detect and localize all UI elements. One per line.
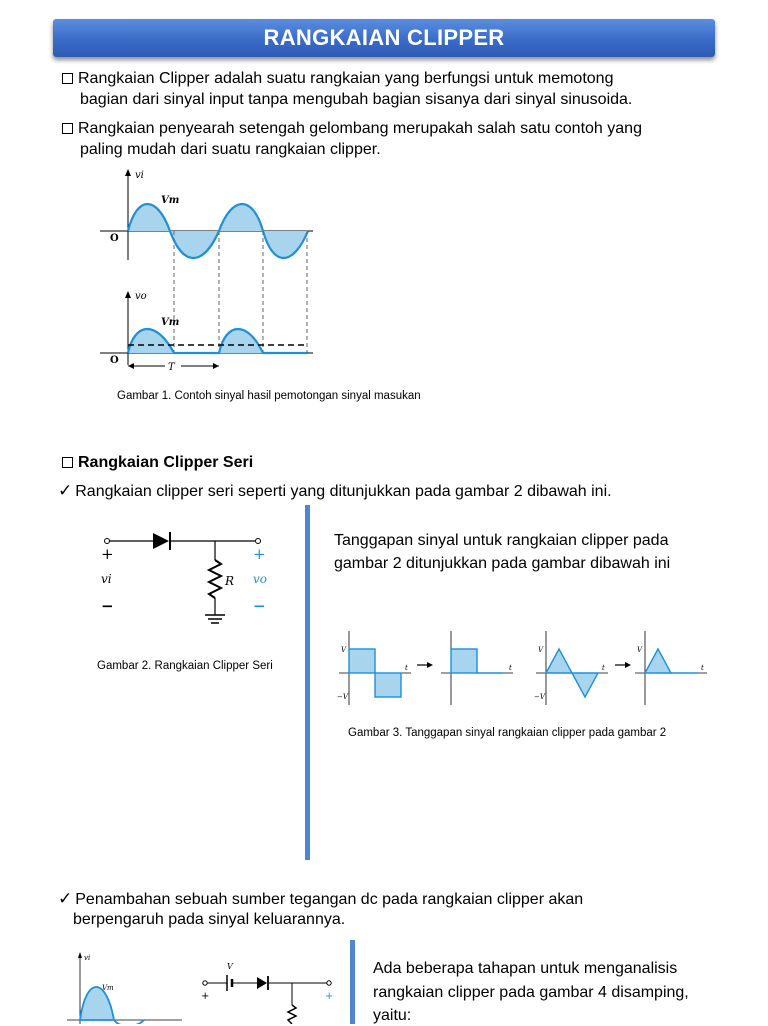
seri-check-item [58,480,612,502]
column-divider-2 [350,940,355,1024]
intro-bullet-2-line-2: paling mudah dari suatu rangkaian clipper. [80,141,381,158]
plot-square-input [337,631,411,705]
svg-text:V: V [637,646,643,654]
checkbox-bullet-icon [62,73,73,84]
figure-2-caption: Gambar 2. Rangkaian Clipper Seri [97,660,273,672]
intro-bullet-1-line-2: bagian dari sinyal input tanpa mengubah bagian sisanya dari sinyal sinusoida. [80,91,633,108]
checkbox-bullet-icon [62,123,73,134]
page-title: RANGKAIAN CLIPPER [53,19,715,57]
label-vm-output: Vm [161,317,180,328]
label-origin: O [110,233,119,244]
dc-note-line-2: berpengaruh pada sinyal keluarannya. [73,911,346,928]
svg-text:−V: −V [534,693,545,701]
arrow-right-icon [615,662,631,668]
label-minus-left: − [101,597,114,615]
label-resistor: R [225,574,235,588]
label-neg-v: −V [337,693,348,701]
section-heading-seri-text: Rangkaian Clipper Seri [78,454,254,471]
analysis-line-1: Ada beberapa tahapan untuk menganalisis [373,960,678,977]
diode-symbol-fig4 [257,977,267,989]
label-plus-right: + [253,545,266,563]
dc-note [58,888,583,910]
label-vm: Vm [161,195,180,206]
plot-triangle-input [534,631,608,705]
arrow-right-icon [417,662,433,668]
seri-check-text: Rangkaian clipper seri seperti yang ditunjukkan pada gambar 2 dibawah ini. [75,483,612,500]
plot-triangle-output [635,631,707,705]
svg-text:t: t [602,664,605,672]
figure-2-circuit [95,525,275,640]
intro-bullet-2 [62,118,642,139]
label-v: V [341,646,347,654]
dc-note-line-1: Penambahan sebuah sumber tegangan dc pada rangkaian clipper akan [75,891,584,908]
label-vo-circuit: vo [253,572,268,586]
label-t: t [405,664,408,672]
label-period: T [168,362,175,373]
section-heading-seri [62,452,253,473]
label-plus-left: + [101,545,114,563]
response-line-1: Tanggapan sinyal untuk rangkaian clipper pada [334,532,669,549]
label-vo: vo [135,291,147,302]
figure-3-responses [335,625,715,710]
figure-4-waveform [62,948,212,1024]
column-divider [305,505,310,860]
checkbox-bullet-icon [62,457,73,468]
resistor-symbol-fig4 [288,1005,296,1024]
figure-3-caption: Gambar 3. Tanggapan sinyal rangkaian clipper pada gambar 2 [348,727,667,739]
output-halfwave-fill [128,329,263,353]
svg-text:+: + [325,991,334,1002]
label-vm-fig4: Vm [102,984,114,992]
svg-text:V: V [538,646,544,654]
label-vi-circuit: vi [101,572,112,586]
svg-text:t: t [701,664,704,672]
analysis-line-3: yaitu: [373,1007,412,1024]
diode-symbol [153,533,169,549]
label-v-fig4: V [227,962,233,971]
checkmark-icon: ✓ [58,481,73,500]
analysis-line-2: rangkaian clipper pada gambar 4 disamping, [373,984,689,1001]
label-minus-right: − [253,597,266,615]
figure-1-caption: Gambar 1. Contoh sinyal hasil pemotongan sinyal masukan [117,390,421,402]
label-vi-fig4: vi [84,954,91,962]
label-vi: vi [135,170,144,181]
intro-bullet-1-line-1: Rangkaian Clipper adalah suatu rangkaian yang berfungsi untuk memotong [78,70,614,87]
label-plus-fig4: + [201,991,210,1002]
checkmark-icon: ✓ [58,889,73,908]
label-origin-output: O [110,355,119,366]
resistor-symbol [209,560,221,598]
response-line-2: gambar 2 ditunjukkan pada gambar dibawah ini [334,555,671,572]
intro-bullet-2-line-1: Rangkaian penyearah setengah gelombang merupakah salah satu contoh yang [78,120,642,137]
svg-text:t: t [509,664,512,672]
figure-4-circuit [195,955,345,1024]
figure-1-waveforms [95,165,325,380]
plot-square-output [441,631,513,705]
intro-bullet-1 [62,68,613,89]
